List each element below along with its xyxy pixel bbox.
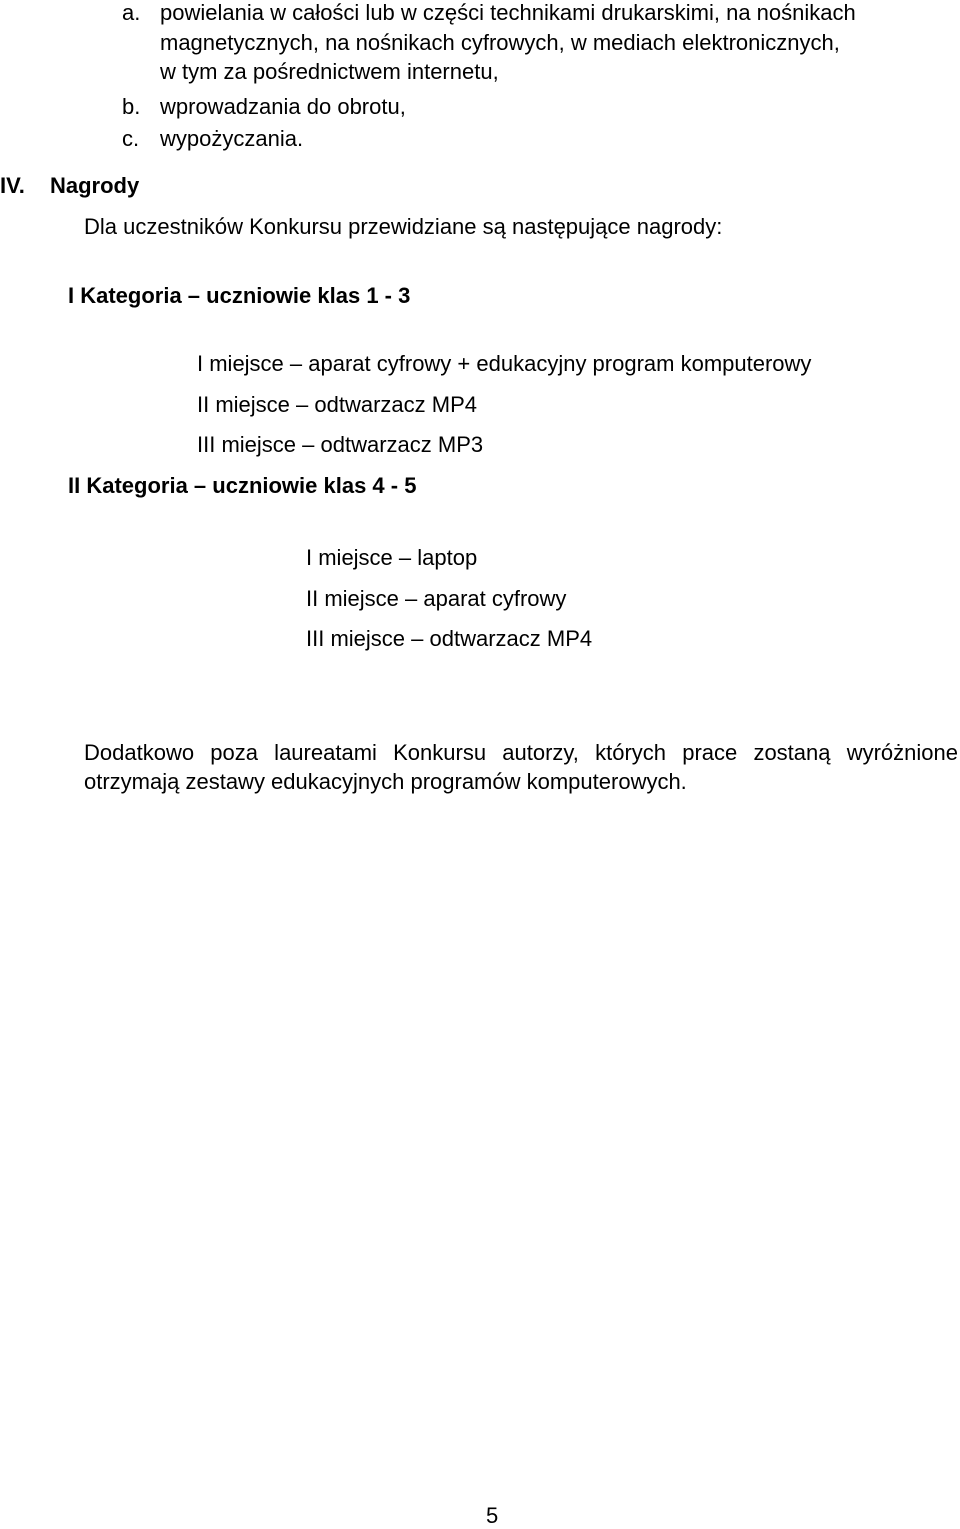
- category-2-heading: II Kategoria – uczniowie klas 4 - 5: [68, 473, 417, 498]
- list-item-a-line-3: w tym za pośrednictwem internetu,: [160, 59, 499, 84]
- category-1-prize-3: III miejsce – odtwarzacz MP3: [197, 432, 484, 457]
- list-letter-c: c.: [122, 126, 140, 151]
- category-2-prize-3: III miejsce – odtwarzacz MP4: [306, 626, 593, 651]
- category-1-prize-2: II miejsce – odtwarzacz MP4: [197, 392, 477, 417]
- category-1-heading: I Kategoria – uczniowie klas 1 - 3: [68, 283, 411, 308]
- category-2-prize-2: II miejsce – aparat cyfrowy: [306, 586, 567, 611]
- list-item-a-line-2: magnetycznych, na nośnikach cyfrowych, w mediach elektronicznych,: [160, 30, 840, 55]
- category-2-prize-1: I miejsce – laptop: [306, 545, 478, 570]
- category-1-prize-1: I miejsce – aparat cyfrowy + edukacyjny program komputerowy: [197, 351, 812, 376]
- list-item-b: wprowadzania do obrotu,: [160, 94, 406, 119]
- section-intro: Dla uczestników Konkursu przewidziane są następujące nagrody:: [84, 214, 723, 239]
- closing-paragraph: Dodatkowo poza laureatami Konkursu autorzy, których prace zostaną wyróżnione otrzymają zestawy edukacyjnych programów komputerowych.: [84, 740, 958, 794]
- section-number: IV.: [0, 173, 25, 198]
- page-number: 5: [486, 1503, 499, 1528]
- section-title: Nagrody: [50, 173, 140, 198]
- list-item-c: wypożyczania.: [160, 126, 304, 151]
- list-item-a-line-1: powielania w całości lub w części technikami drukarskimi, na nośnikach: [160, 0, 856, 25]
- list-letter-a: a.: [122, 0, 141, 25]
- list-letter-b: b.: [122, 94, 141, 119]
